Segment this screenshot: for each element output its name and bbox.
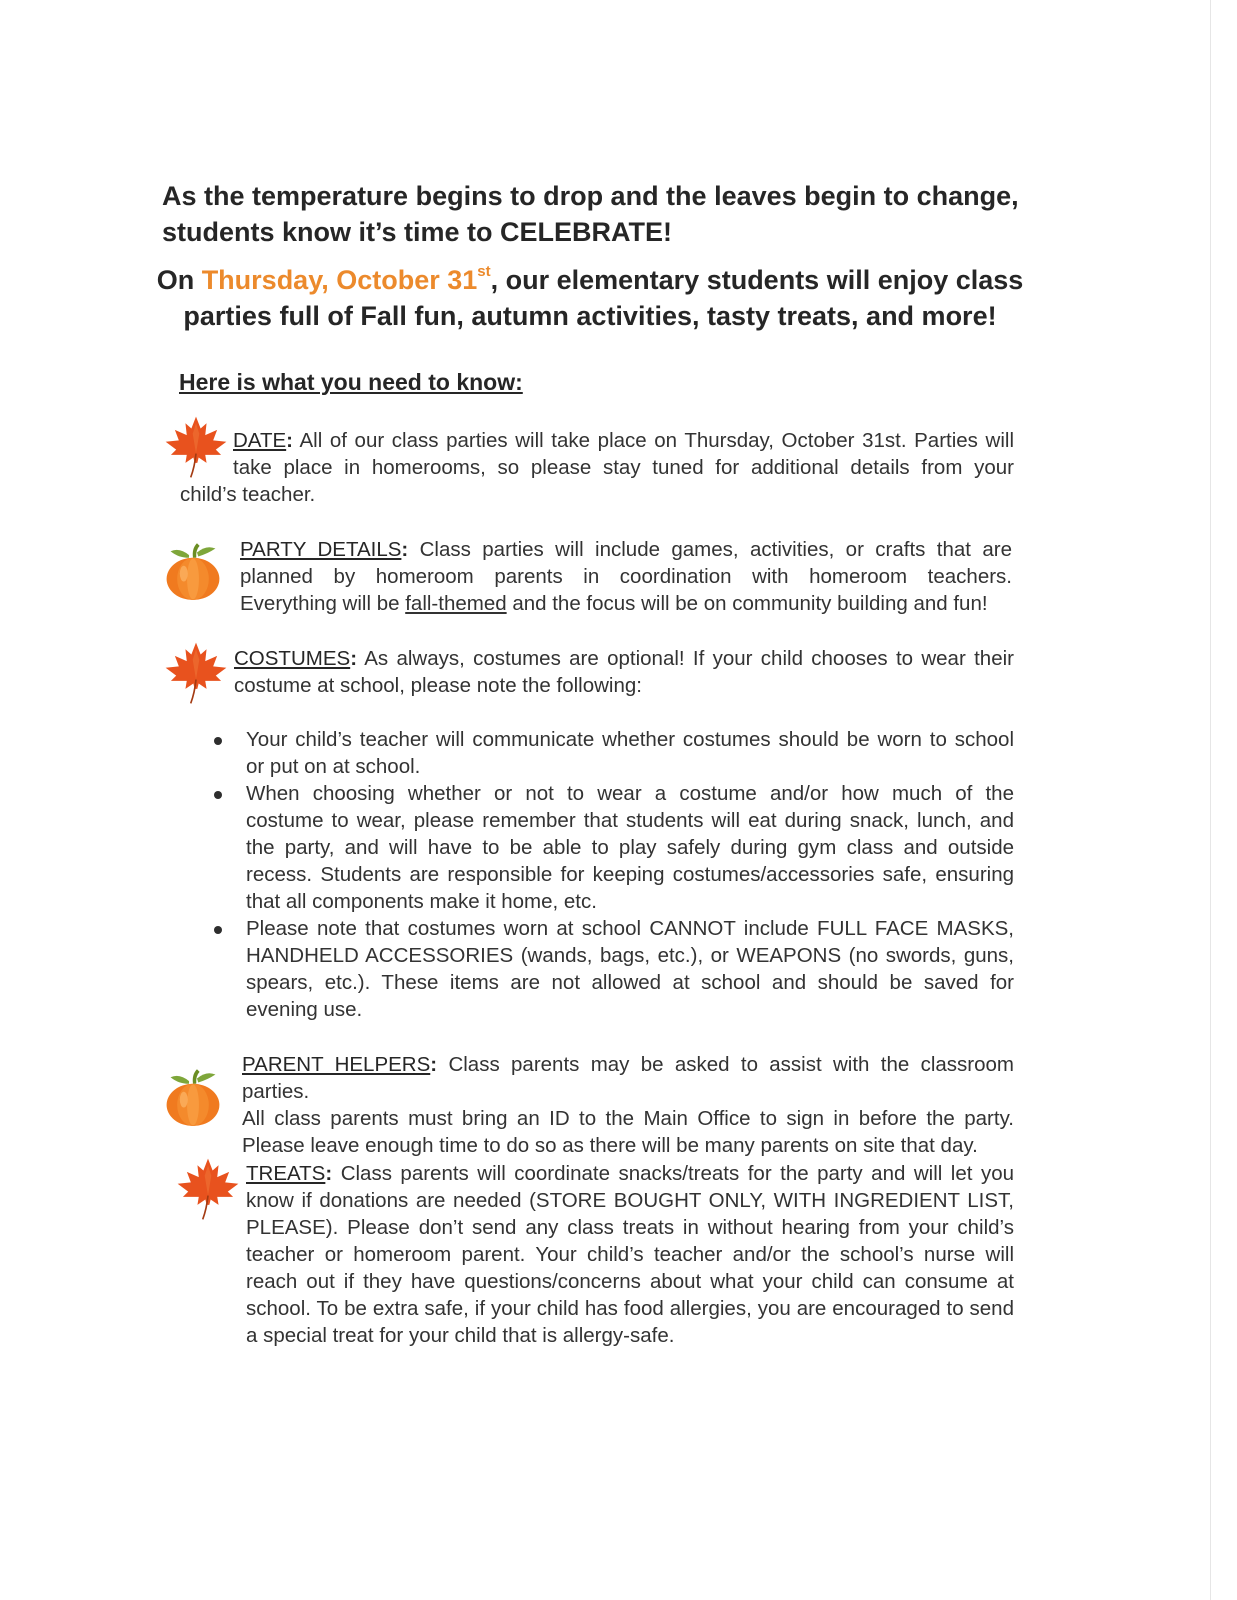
helpers-line-3: Please leave enough time to do so as there will be many parents on site that day. [242,1134,978,1157]
intro-line-2: students know it’s time to CELEBRATE! [162,217,673,247]
list-item: When choosing whether or not to wear a costume and/or how much of the costume to wear, please remember that students will eat during snack, lunch, and the party, and will have to be able to play safely during gym class and outside recess. Students are responsible for keeping costumes/accessories safe, ensuring that all components make it home, etc. [214,780,1014,915]
treats-line-5: reach out if they have questions/concerns about what your child can consume at [246,1270,1014,1293]
helpers-text-1: Class parents may be asked to assist with the classroom parties. [242,1053,1014,1103]
date-line-2: take place in homerooms, so please stay tuned for additional details from your [233,456,1014,479]
date-line-3: child’s teacher. [180,483,316,506]
fall-themed-text: fall-themed [405,592,507,615]
maple-leaf-icon [160,640,232,706]
list-item: Please note that costumes worn at school CANNOT include FULL FACE MASKS, HANDHELD ACCESSORIES (wands, bags, etc.), or WEAPONS (no swords, guns, spears, etc.). These items are not allowed at school and should be saved for evening use. [214,915,1014,1023]
helpers-line-2: All class parents must bring an ID to the Main Office to sign in before the party. [242,1107,1014,1130]
party-line-2: planned by homeroom parents in coordination with homeroom teachers. [240,565,1012,588]
treats-line-3: PLEASE). Please don’t send any class treats in without hearing from your child’s [246,1216,1014,1239]
treats-line-2: know if donations are needed (STORE BOUGHT ONLY, WITH INGREDIENT LIST, [246,1189,1014,1212]
treats-line-7: a special treat for your child that is allergy-safe. [246,1324,675,1347]
headline [150,262,1030,334]
pumpkin-icon [160,538,226,604]
need-to-know-heading: Here is what you need to know: [179,369,523,395]
page-edge [1210,0,1211,1600]
treats-section [246,1160,1014,1349]
headline-date-suffix: st [477,263,491,280]
party-details-label: PARTY DETAILS [240,538,402,561]
costume-rules-list [214,726,1014,1023]
bullet-dot [214,791,222,799]
party-text-1: Class parties will include games, activities, or crafts that are [419,538,1013,561]
treats-text-1: Class parents will coordinate snacks/treats for the party and will let you [340,1162,1014,1185]
intro-line-1: As the temperature begins to drop and the leaves begin to change, [162,181,1019,211]
costumes-section [234,645,1014,699]
treats-line-1: TREATS: Class parents will coordinate snacks/treats for the party and will let you [246,1162,1014,1185]
bullet-dot [214,737,222,745]
headline-line-2: parties full of Fall fun, autumn activities, tasty treats, and more! [183,301,997,331]
parent-helpers-section [242,1051,1014,1159]
party-line-3: Everything will be fall-themed and the focus will be on community building and fun! [240,592,988,615]
date-text-1: All of our class parties will take place on Thursday, October 31st. Parties will [299,429,1014,452]
bullet-dot [214,926,222,934]
list-item: Your child’s teacher will communicate whether costumes should be worn to school or put on at school. [214,726,1014,780]
treats-label: TREATS [246,1162,326,1185]
pumpkin-icon [160,1064,226,1130]
treats-line-4: teacher or homeroom parent. Your child’s teacher and/or the school’s nurse will [246,1243,1014,1266]
party-line-1: PARTY DETAILS: Class parties will include games, activities, or crafts that are [240,538,1013,561]
party-details-section [240,536,1012,617]
helpers-line-1: PARENT HELPERS: Class parents may be asked to assist with the classroom parties. [242,1053,1014,1103]
costumes-line-1: COSTUMES: As always, costumes are optional! If your child chooses to wear their [234,647,1014,670]
date-section [180,427,1014,508]
treats-line-6: school. To be extra safe, if your child has food allergies, you are encouraged to send [246,1297,1014,1320]
costumes-label: COSTUMES [234,647,351,670]
costumes-line-2: costume at school, please note the following: [234,674,642,697]
parent-helpers-label: PARENT HELPERS [242,1053,431,1076]
maple-leaf-icon [172,1156,244,1222]
headline-rest: , our elementary students will enjoy class [490,265,1024,295]
headline-date [202,265,491,295]
costumes-text-1: As always, costumes are optional! If your child chooses to wear their [364,647,1014,670]
intro-text [162,178,1022,250]
cannot-text: CANNOT [649,917,736,940]
headline-prefix: On [156,265,202,295]
headline-date-text: Thursday, October 31 [201,265,478,295]
headline-line-1 [150,262,1030,298]
date-label: DATE [233,429,287,452]
date-line-1: DATE: All of our class parties will take place on Thursday, October 31st. Parties will [233,429,1014,452]
